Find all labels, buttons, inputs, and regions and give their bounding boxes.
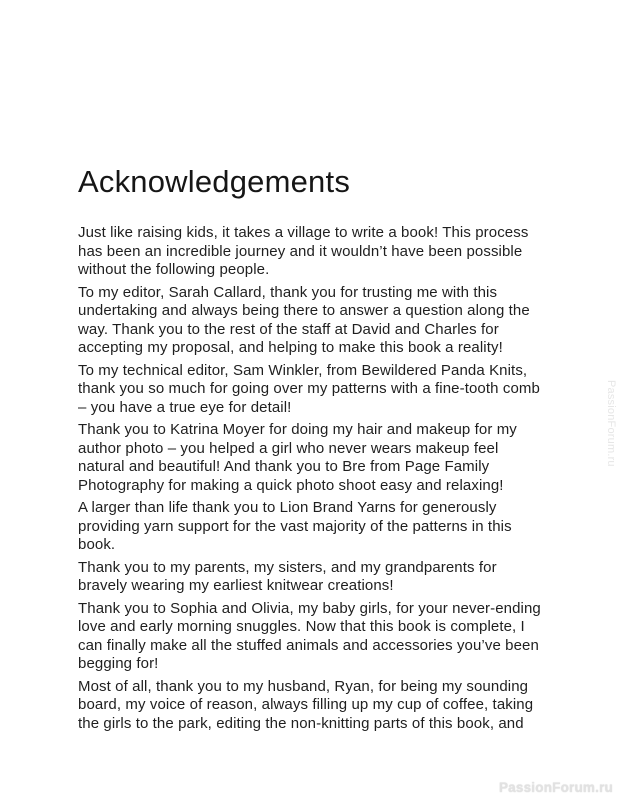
watermark: PassionForum.ru xyxy=(498,780,613,795)
paragraph: A larger than life thank you to Lion Brand Yarns for generously providing yarn support for the vast majority of the patterns in this book. xyxy=(78,499,512,553)
page-title xyxy=(78,160,544,204)
paragraph: Just like raising kids, it takes a village to write a book! This process has been an incredible journey and it wouldn’t have been possible without the following people. xyxy=(78,224,529,278)
paragraph: To my editor, Sarah Callard, thank you for trusting me with this undertaking and always being there to answer a question along the way. Thank you to the rest of the staff at David and Charles for accepting my proposal, and helping to make this book a reality! xyxy=(78,283,530,356)
paragraph: Thank you to Sophia and Olivia, my baby girls, for your never-ending love and early morning snuggles. Now that this book is complete, I can finally make all the stuffed animals and accessories you’ve been begging for! xyxy=(78,599,541,672)
paragraph: Thank you to my parents, my sisters, and my grandparents for bravely wearing my earliest knitwear creations! xyxy=(78,558,497,594)
paragraph: To my technical editor, Sam Winkler, from Bewildered Panda Knits, thank you so much for going over my patterns with a fine-tooth comb – you have a true eye for detail! xyxy=(78,361,540,416)
page-content xyxy=(78,160,544,737)
page-title-text: Acknowledgements xyxy=(78,164,351,199)
paragraph: Most of all, thank you to my husband, Ryan, for being my sounding board, my voice of reason, always filling up my cup of coffee, taking the girls to the park, editing the non-knitting parts of this book, and xyxy=(78,677,534,732)
watermark-vertical: PassionForum.ru xyxy=(605,380,617,467)
paragraph: Thank you to Katrina Moyer for doing my hair and makeup for my author photo – you helped a girl who never wears makeup feel natural and beautiful! And thank you to Bre from Page Family Photography for making a quick photo shoot easy and relaxing! xyxy=(78,421,517,494)
